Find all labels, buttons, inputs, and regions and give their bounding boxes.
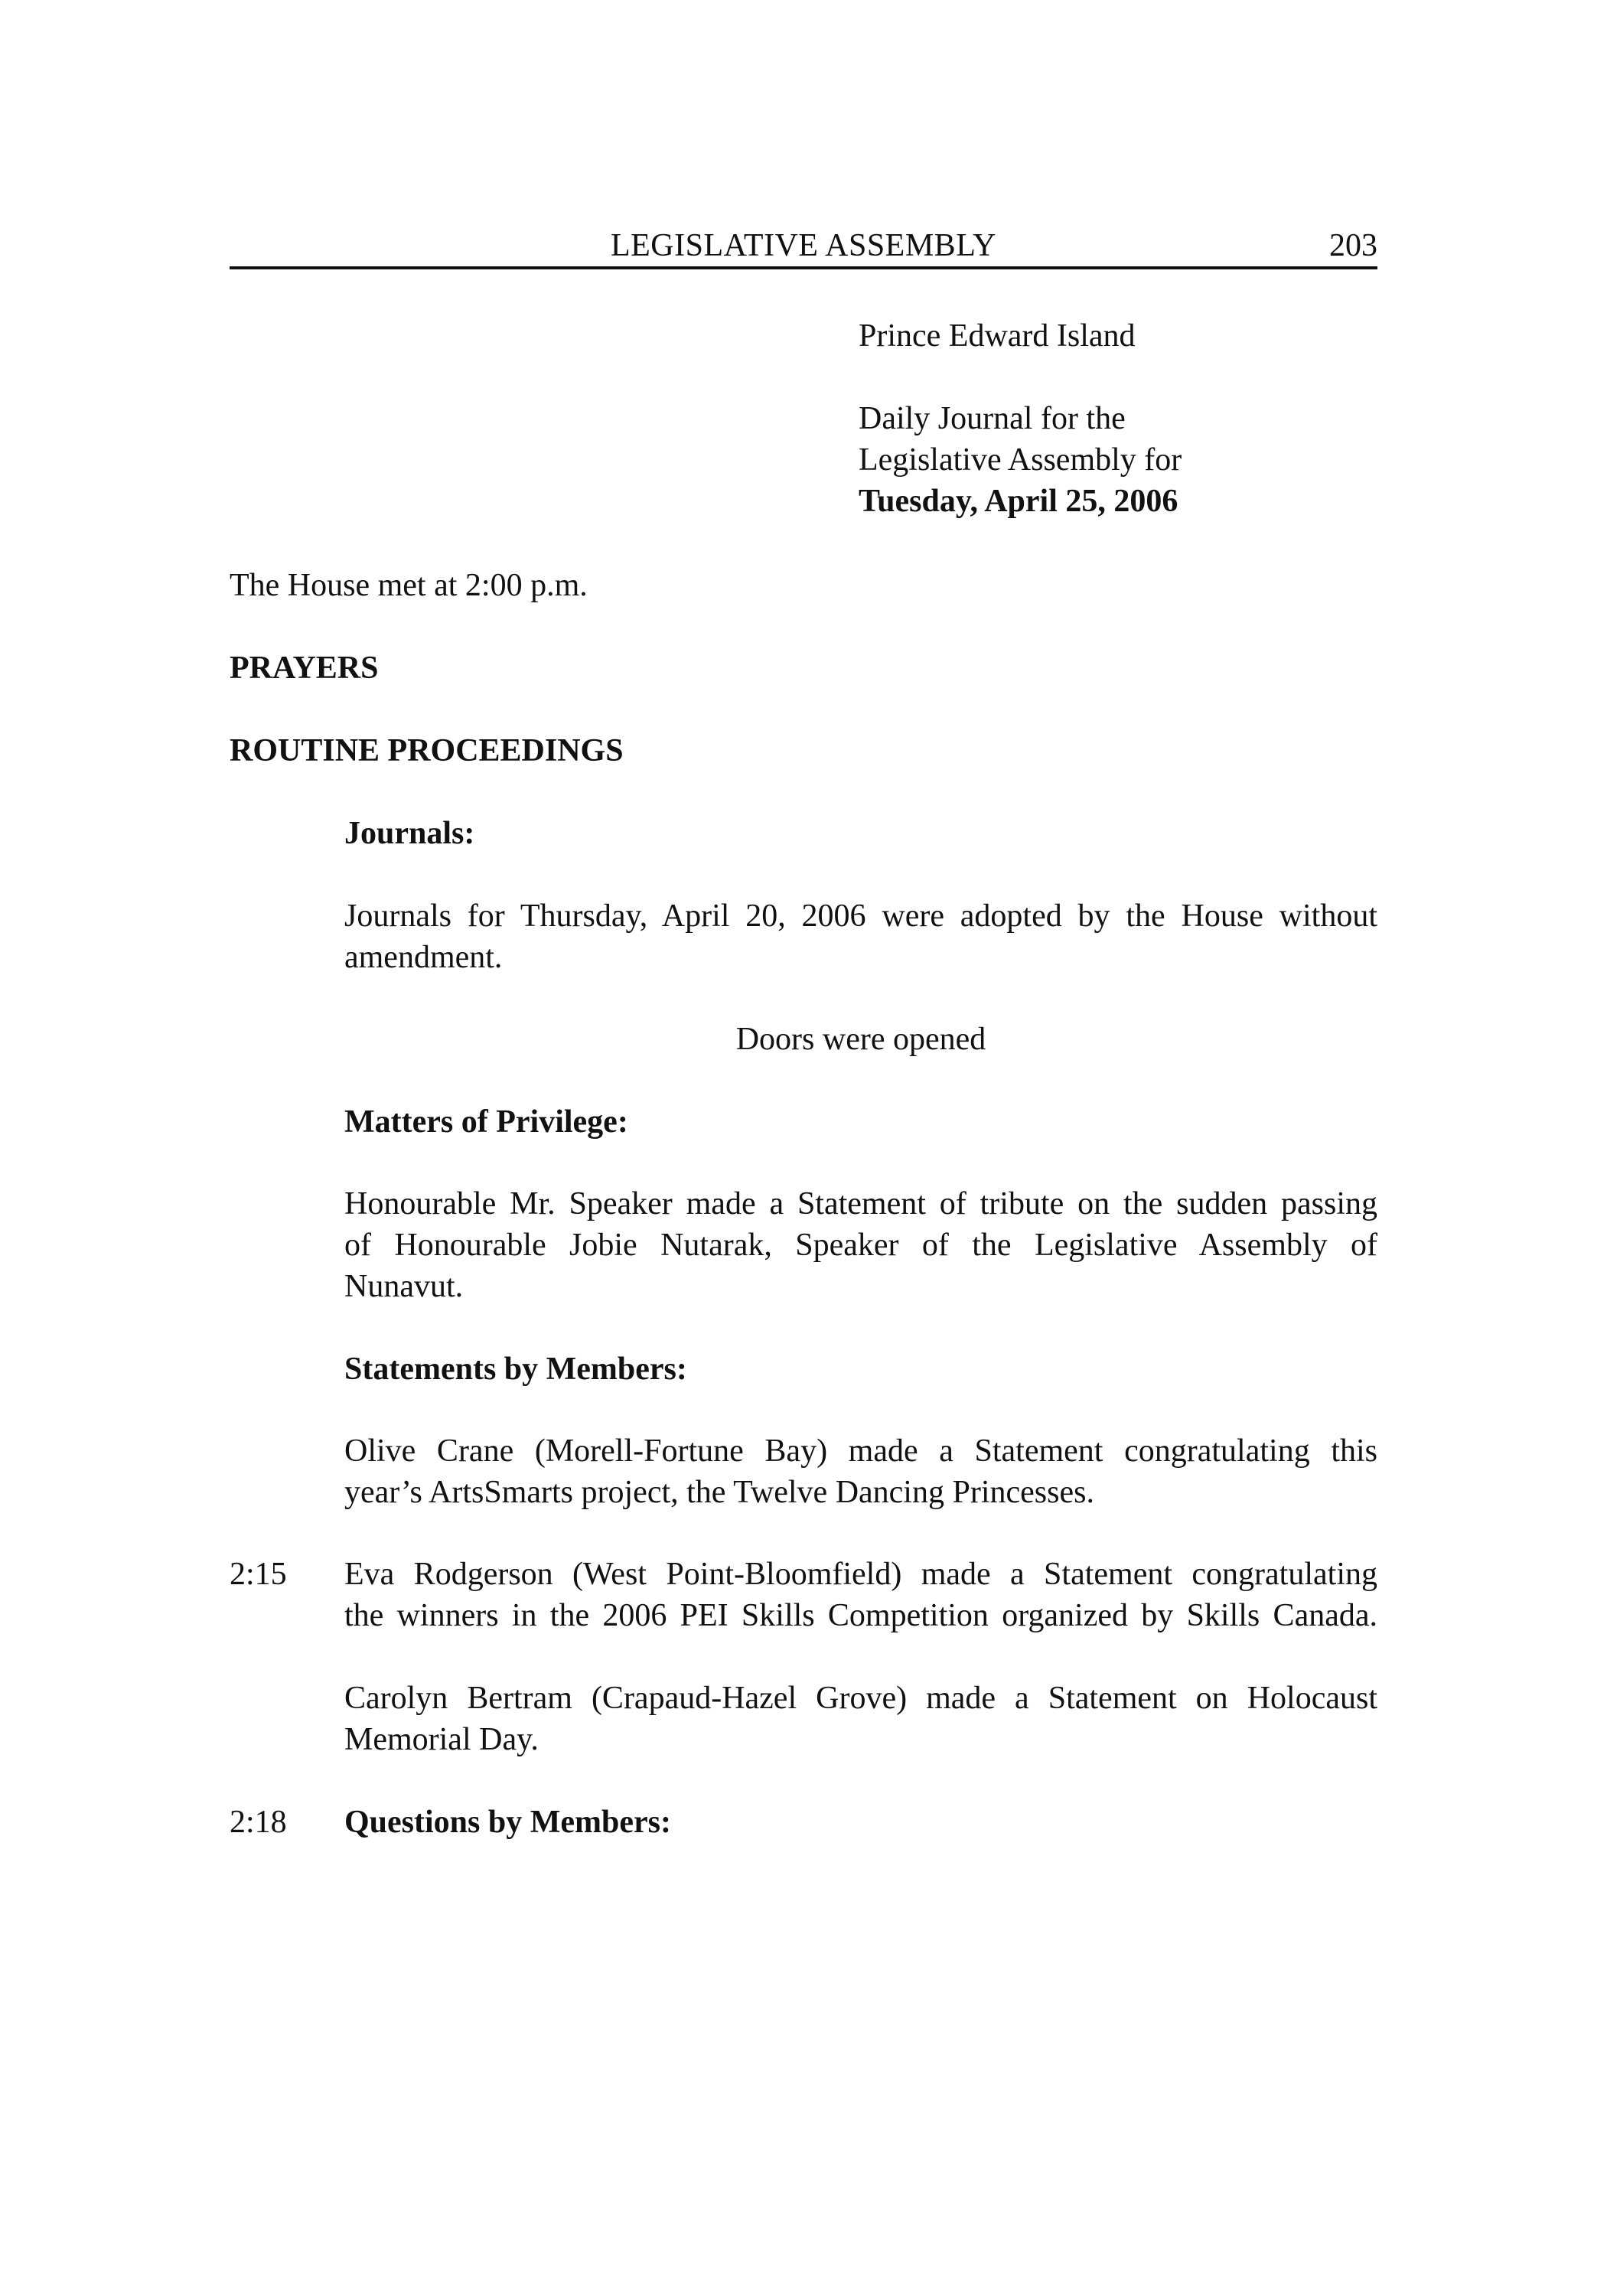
- statement-rodgerson-line-1: Eva Rodgerson (West Point-Bloomfield) made a Statement congratulating: [344, 1557, 1377, 1592]
- journal-date: Tuesday, April 25, 2006: [859, 484, 1178, 519]
- running-header: [230, 225, 1377, 268]
- statements-heading: Statements by Members:: [344, 1352, 687, 1387]
- masthead-line-1: Daily Journal for the: [859, 401, 1126, 436]
- statement-crane-line-2: year’s ArtsSmarts project, the Twelve Dancing Princesses.: [344, 1475, 1094, 1510]
- statement-bertram: [344, 1678, 1377, 1760]
- page-number: 203: [1329, 228, 1377, 263]
- province-name: Prince Edward Island: [859, 318, 1136, 354]
- routine-proceedings-heading: ROUTINE PROCEEDINGS: [230, 733, 624, 768]
- doors-opened-note: Doors were opened: [735, 1022, 986, 1057]
- statement-bertram-line-2: Memorial Day.: [344, 1722, 539, 1757]
- privilege-paragraph: [344, 1183, 1377, 1307]
- prayers-heading: PRAYERS: [230, 651, 379, 686]
- journals-paragraph: [344, 895, 1377, 978]
- journals-line-1: Journals for Thursday, April 20, 2006 were adopted by the House without: [344, 899, 1377, 934]
- time-stamp-218: 2:18: [230, 1805, 287, 1840]
- privilege-line-3: Nunavut.: [344, 1269, 464, 1304]
- privilege-heading: Matters of Privilege:: [344, 1104, 628, 1140]
- time-stamp-215: 2:15: [230, 1557, 287, 1592]
- statement-bertram-line-1: Carolyn Bertram (Crapaud-Hazel Grove) made a Statement on Holocaust: [344, 1681, 1377, 1716]
- header-title: LEGISLATIVE ASSEMBLY: [611, 228, 996, 263]
- journal-masthead: [859, 315, 1379, 522]
- masthead-line-2: Legislative Assembly for: [859, 442, 1182, 478]
- statement-rodgerson: [344, 1554, 1377, 1636]
- journals-heading: Journals:: [344, 816, 475, 851]
- house-met-text: The House met at 2:00 p.m.: [230, 568, 588, 603]
- privilege-line-1: Honourable Mr. Speaker made a Statement of tribute on the sudden passing: [344, 1186, 1377, 1221]
- statement-crane: [344, 1430, 1377, 1513]
- statement-crane-line-1: Olive Crane (Morell-Fortune Bay) made a Statement congratulating this: [344, 1433, 1377, 1469]
- journals-line-2: amendment.: [344, 940, 503, 975]
- statement-rodgerson-line-2: the winners in the 2006 PEI Skills Competition organized by Skills Canada.: [344, 1598, 1377, 1633]
- privilege-line-2: of Honourable Jobie Nutarak, Speaker of the Legislative Assembly of: [344, 1228, 1377, 1263]
- header-rule: [230, 266, 1377, 269]
- questions-heading: Questions by Members:: [344, 1805, 671, 1840]
